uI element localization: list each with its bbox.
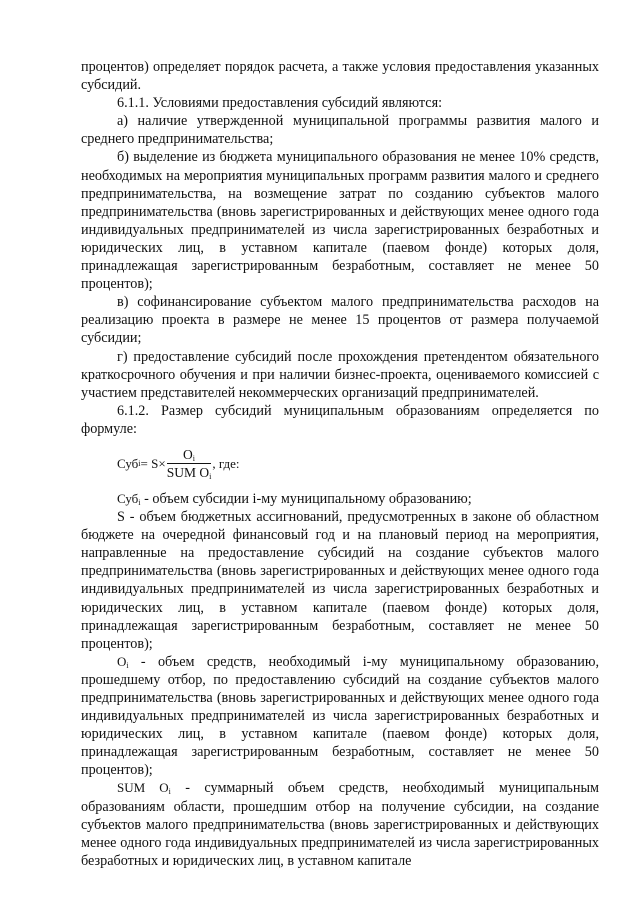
clause-6-1-2-heading: 6.1.2. Размер субсидий муниципальным образованиям определяется по формуле: <box>81 402 599 437</box>
formula-lhs: Суб <box>117 455 139 471</box>
formula-equals-s: = S <box>140 455 159 471</box>
condition-b: б) выделение из бюджета муниципального образования не менее 10% средств, необходимых на мероприятия муниципальных программ развития малого и среднего предпринимательства, на возмещение затрат по созданию субъектов малого предпринимательства (вновь зарегистрированных и действующих менее одного года индивидуальных предпринимателей из числа зарегистрированных безработных и юридических лиц, в уставном капитале (паевом фонде) которых доля, принадлежащая зарегистрированным безработным, составляет не менее 50 процентов); <box>81 149 599 293</box>
definition-sum-o-i: SUM $O_i$ - суммарный объем средств, необходимый муниципальным образованиям области, прошедшим отбор на получение субсидии, на создание субъектов малого предпринимательства (вновь зарегистрированных и действующих менее одного года индивидуальных предпринимателей из числа зарегистрированных безработных и юридических лиц, в уставном капитале <box>81 780 599 869</box>
definition-symbol: SUM O <box>117 780 169 796</box>
condition-a: а) наличие утвержденной муниципальной программы развития малого и среднего предпринимательства; <box>81 113 599 148</box>
definition-text: - суммарный объем средств, необходимый муниципальным образованиям области, прошедшим отбор на получение субсидии, на создание субъектов малого предпринимательства (вновь зарегистрированных и действующих менее одного года индивидуальных предпринимателей из числа зарегистрированных безработных и юридических лиц, в уставном капитале <box>81 780 599 869</box>
clause-6-1-1-heading: 6.1.1. Условиями предоставления субсидий являются: <box>117 95 443 112</box>
document-page <box>81 58 599 870</box>
definition-symbol: O <box>117 653 127 669</box>
definition-text: - объем средств, необходимый i-му муниципальному образованию, прошедшему отбор, по предоставлению субсидий на создание субъектов малого предпринимательства (вновь зарегистрированных и действующих менее одного года индивидуальных предпринимателей из числа зарегистрированных безработных и юридических лиц, в уставном капитале (паевом фонде) которых доля, принадлежащая зарегистрированным безработным, составляет не менее 50 процентов); <box>81 653 599 779</box>
formula-denominator: SUM $O_i$ <box>166 465 212 482</box>
formula-fraction <box>167 447 212 480</box>
definition-s: S - объем бюджетных ассигнований, предусмотренных в законе об областном бюджете на очередной финансовый год и на плановый период на мероприятия, направленные на предоставление субсидий на создание субъектов малого предпринимательства (вновь зарегистрированных и действующих менее одного года индивидуальных предпринимателей из числа зарегистрированных безработных и юридических лиц, в уставном капитале (паевом фонде) которых доля, принадлежащая зарегистрированным безработным, составляет не менее 50 процентов); <box>81 509 599 652</box>
definition-symbol: Суб <box>117 490 139 506</box>
condition-g: г) предоставление субсидий после прохождения претендентом обязательного краткосрочного обучения и при наличии бизнес-проекта, оцениваемого комиссией с участием представителей некоммерческих организаций предпринимателей. <box>81 348 599 401</box>
definition-sub-i: Суб$_i$ - объем субсидии i-му муниципальному образованию; <box>117 490 472 507</box>
formula-tail: , где: <box>212 455 240 471</box>
formula-numerator: $O_i$ <box>167 447 212 464</box>
condition-v: в) софинансирование субъектом малого предпринимательства расходов на реализацию проекта в размере не менее 15 процентов от размера получаемой субсидии; <box>81 294 599 347</box>
paragraph-continuation: процентов) определяет порядок расчета, а также условия предоставления указанных субсидий. <box>81 59 599 94</box>
formula-times: × <box>158 455 166 471</box>
subsidy-formula: Суб i = S × $\frac{O_i}{SUM O_i}$ , где: <box>117 447 240 482</box>
definition-text: - объем субсидии i-му муниципальному образованию; <box>140 490 472 507</box>
definition-o-i: $O_i$ - объем средств, необходимый i-му муниципальному образованию, прошедшему отбор, по предоставлению субсидий на создание субъектов малого предпринимательства (вновь зарегистрированных и действующих менее одного года индивидуальных предпринимателей из числа зарегистрированных безработных и юридических лиц, в уставном капитале (паевом фонде) которых доля, принадлежащая зарегистрированным безработным, составляет не менее 50 процентов); <box>81 653 599 779</box>
